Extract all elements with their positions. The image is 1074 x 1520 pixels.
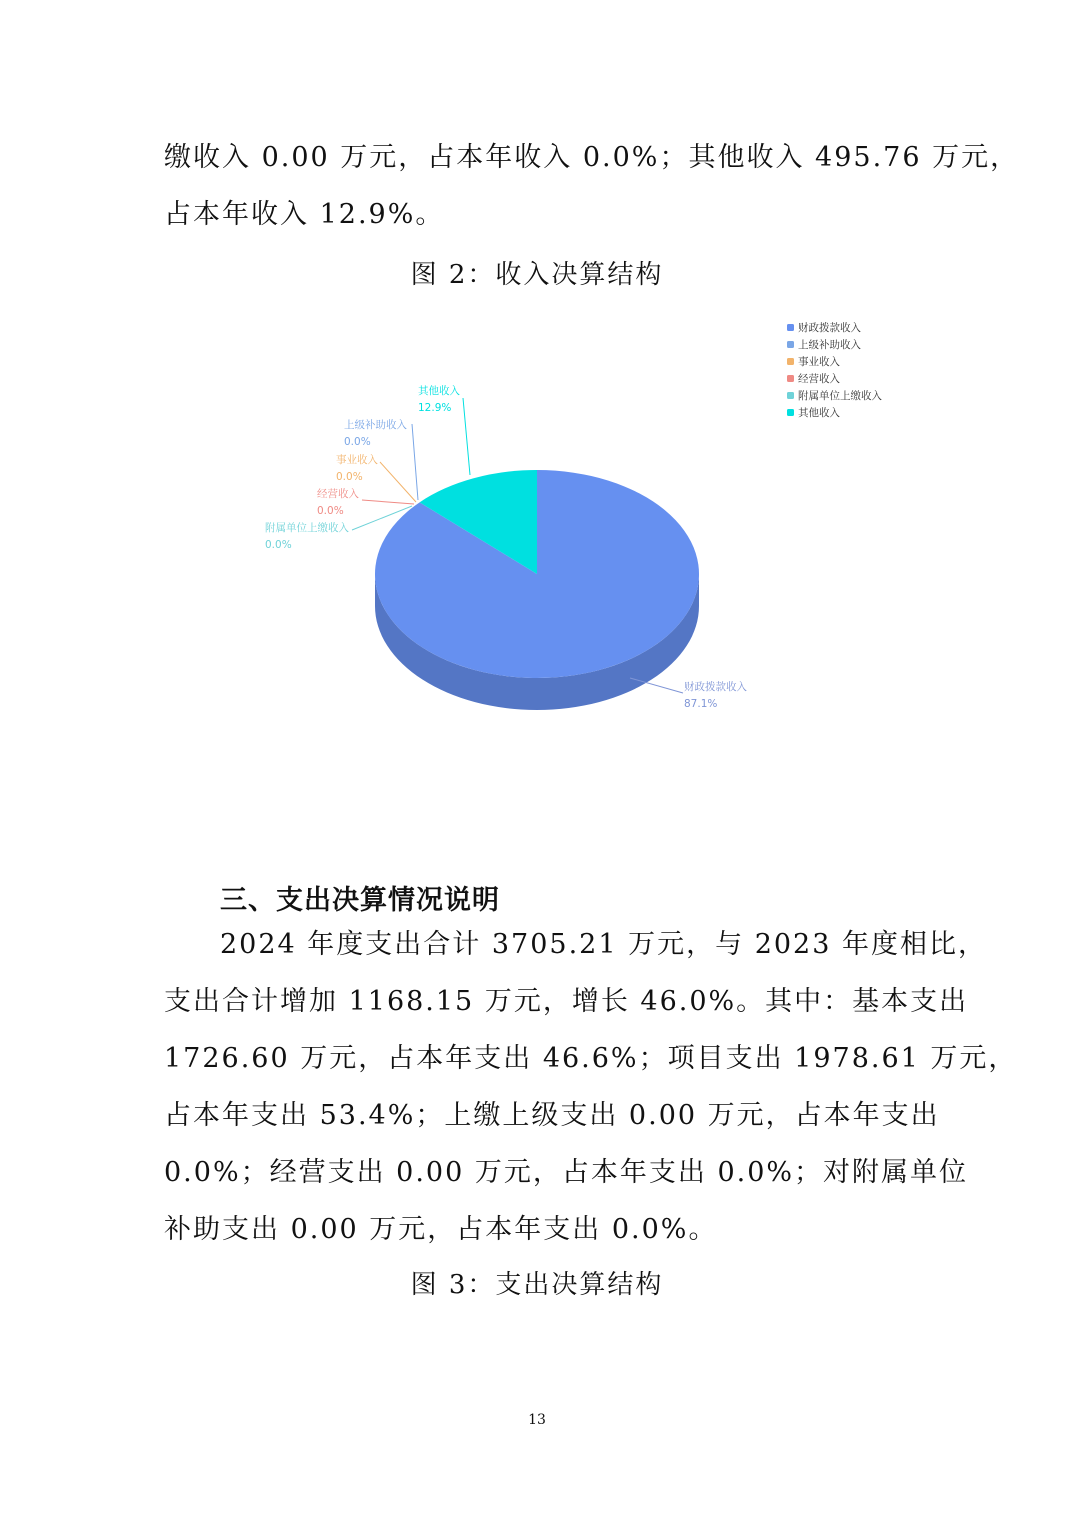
legend-label-5: 其他收入 [798, 407, 840, 419]
pie-body [375, 470, 699, 710]
leader-line-1 [412, 424, 418, 500]
legend-swatch-4 [787, 392, 794, 399]
leader-line-5 [463, 398, 470, 475]
leader-line-2 [380, 462, 416, 502]
slice-percent-label-1: 0.0% [344, 436, 371, 448]
intro-line-2: 占本年收入 12.9%。 [164, 199, 445, 230]
legend-swatch-0 [787, 324, 794, 331]
slice-name-label-2: 事业收入 [336, 454, 378, 466]
legend-label-3: 经营收入 [798, 373, 840, 385]
section-3-line-2: 支出合计增加 1168.15 万元，增长 46.0%。其中：基本支出 [164, 986, 969, 1017]
figure-3-caption: 图 3：支出决算结构 [410, 1270, 664, 1300]
legend-swatch-3 [787, 375, 794, 382]
section-3-line-6: 补助支出 0.00 万元，占本年支出 0.0%。 [164, 1214, 718, 1245]
slice-percent-label-4: 0.0% [265, 539, 292, 551]
legend-label-0: 财政拨款收入 [798, 322, 861, 334]
intro-line-1: 缴收入 0.00 万元，占本年收入 0.0%；其他收入 495.76 万元， [164, 142, 1020, 173]
section-3-line-1: 2024 年度支出合计 3705.21 万元，与 2023 年度相比， [220, 929, 987, 960]
slice-name-label-4: 附属单位上缴收入 [265, 522, 349, 534]
income-structure-pie-chart [0, 300, 1074, 750]
slice-percent-label-2: 0.0% [336, 471, 363, 483]
slice-percent-label-5: 12.9% [418, 402, 452, 414]
section-3-line-3: 1726.60 万元，占本年支出 46.6%；项目支出 1978.61 万元， [164, 1043, 1018, 1074]
section-3-heading: 三、支出决算情况说明 [220, 885, 500, 916]
legend-label-1: 上级补助收入 [798, 339, 861, 351]
slice-percent-label-3: 0.0% [317, 505, 344, 517]
chart-legend [787, 321, 882, 419]
figure-2-caption: 图 2：收入决算结构 [410, 260, 664, 290]
legend-label-2: 事业收入 [798, 356, 840, 368]
slice-percent-label-0: 87.1% [684, 698, 718, 710]
legend-swatch-2 [787, 358, 794, 365]
page-number: 13 [528, 1412, 546, 1428]
slice-name-label-5: 其他收入 [418, 385, 460, 397]
slice-name-label-0: 财政拨款收入 [684, 681, 747, 693]
slice-name-label-1: 上级补助收入 [344, 419, 407, 431]
leader-line-3 [362, 500, 414, 504]
slice-name-label-3: 经营收入 [317, 488, 359, 500]
legend-swatch-1 [787, 341, 794, 348]
legend-swatch-5 [787, 409, 794, 416]
legend-label-4: 附属单位上缴收入 [798, 390, 882, 402]
section-3-line-4: 占本年支出 53.4%；上缴上级支出 0.00 万元，占本年支出 [164, 1100, 940, 1131]
section-3-line-5: 0.0%；经营支出 0.00 万元，占本年支出 0.0%；对附属单位 [164, 1157, 969, 1188]
